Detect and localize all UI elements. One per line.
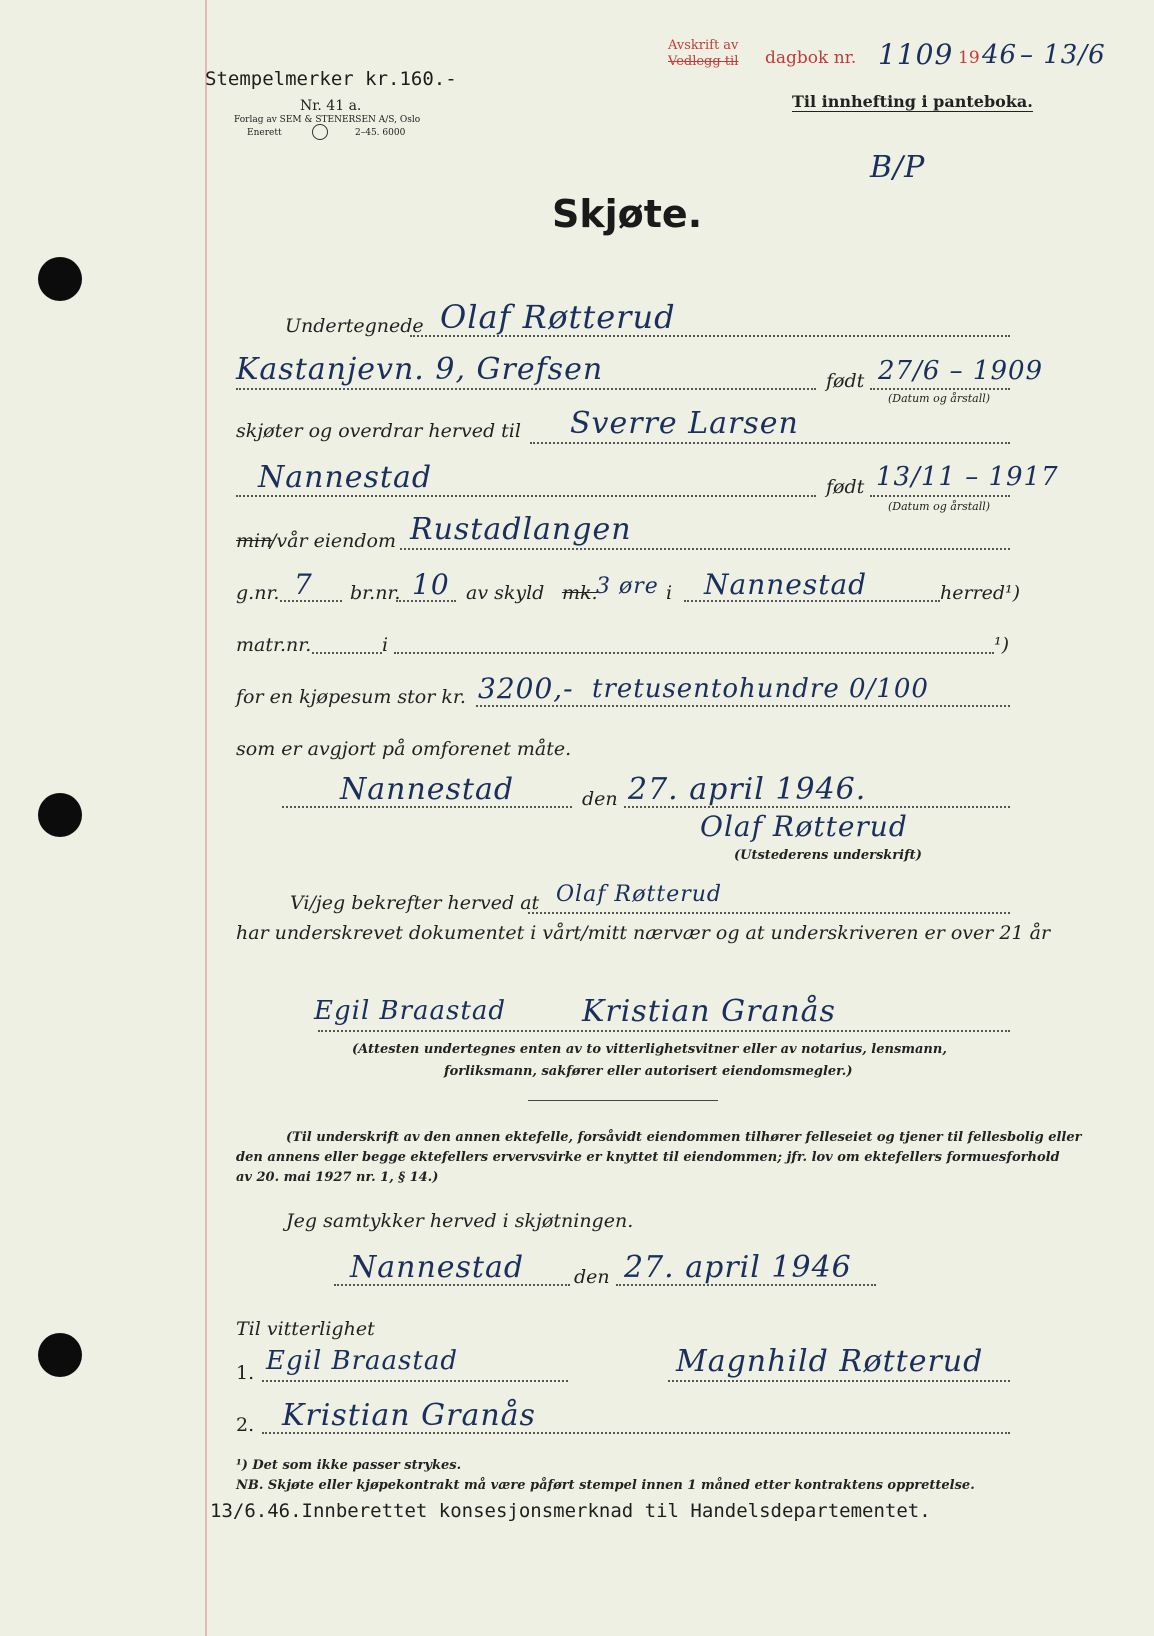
attest-name: Olaf Røtterud (556, 882, 723, 907)
dagbok-label: dagbok nr. (765, 48, 857, 68)
property-name: Rustadlangen (410, 512, 632, 547)
spouse-signature-line (668, 1380, 1010, 1382)
consent-date: 27. april 1946 (624, 1250, 852, 1285)
margin-rule (205, 0, 207, 1636)
witness-line-1 (262, 1380, 568, 1382)
signing-place: Nannestad (340, 772, 515, 807)
dagbok-number: 1109 (878, 38, 954, 71)
price-label: for en kjøpesum stor kr. (236, 686, 466, 708)
form-number: Nr. 41 a. (300, 98, 362, 114)
herred-label: herred¹) (940, 582, 1021, 604)
footnote-1: ¹) Det som ikke passer strykes. (236, 1458, 462, 1473)
skyld-value: 3 øre (596, 574, 659, 599)
dagbok-year-prefix: 19 (958, 48, 980, 68)
attest-witness-2: Kristian Granås (582, 994, 836, 1029)
seller-address: Kastanjevn. 9, Grefsen (236, 352, 604, 387)
matr-line-2 (394, 652, 994, 654)
skyld-i: i (666, 582, 673, 604)
skyld-label: av skyld (466, 582, 545, 604)
seller-name: Olaf Røtterud (440, 298, 676, 336)
seller-born-label: født (826, 370, 865, 392)
seller-address-line (236, 388, 816, 390)
witness-num-2: 2. (236, 1414, 255, 1436)
signing-den: den (582, 788, 618, 810)
buyer-born-hint: (Datum og årstall) (888, 500, 991, 513)
buyer-name: Sverre Larsen (570, 406, 799, 441)
publisher-line: Forlag av SEM & STENERSEN A/S, Oslo (234, 115, 421, 125)
attest-name-line (528, 912, 1010, 914)
attest-witness-line (318, 1030, 1010, 1032)
attest-label: Vi/jeg bekrefter herved at (290, 892, 540, 914)
punch-hole-top (38, 257, 82, 301)
consent-text: Jeg samtykker herved i skjøtningen. (286, 1210, 634, 1232)
signing-date: 27. april 1946. (628, 772, 867, 807)
spouse-note-1: (Til underskrift av den annen ektefelle, forsåvidt eiendommen tilhører felleseiet og tjener til fellesbolig eller (286, 1130, 1082, 1145)
divider (528, 1100, 718, 1101)
consent-place: Nannestad (350, 1250, 525, 1285)
seller-born-hint: (Datum og årstall) (888, 392, 991, 405)
attest-note-2: forliksmann, sakfører eller autorisert eiendomsmegler.) (444, 1064, 853, 1079)
punch-hole-middle (38, 793, 82, 837)
consent-witness-2: Kristian Granås (282, 1398, 536, 1433)
attest-note-1: (Attesten undertegnes enten av to vitterlighetsvitner eller av notarius, lensmann, (352, 1042, 947, 1057)
punch-hole-bottom (38, 1333, 82, 1377)
brnr-label: br.nr. (350, 582, 401, 604)
buyer-address-line (236, 495, 816, 497)
attest-text: har underskrevet dokumentet i vårt/mitt nærvær og at underskriveren er over 21 år (236, 922, 1051, 944)
spouse-note-2: den annens eller begge ektefellers ervervsvirke er knyttet til eiendommen; jfr. lov om ektefellers formuesforhold (236, 1150, 1060, 1165)
issuer-signature: Olaf Røtterud (700, 810, 908, 843)
publisher-logo (312, 124, 328, 140)
brnr-value: 10 (412, 568, 450, 601)
price-settled: som er avgjort på omforenet måte. (236, 738, 572, 760)
consent-den: den (574, 1266, 610, 1288)
buyer-label: skjøter og overdrar herved til (236, 420, 521, 442)
price-amount: 3200,- (478, 672, 574, 705)
witness-num-1: 1. (236, 1362, 255, 1384)
seller-born-line (870, 388, 1010, 390)
property-label-struck: min (236, 530, 273, 552)
stamp-paper-line: Stempelmerker kr.160.- (205, 68, 457, 90)
property-name-line (400, 548, 1010, 550)
matr-end: ¹) (994, 634, 1010, 656)
property-label: /vår eiendom (270, 530, 397, 552)
skyld-struck: mk. (562, 582, 598, 604)
witness-label: Til vitterlighet (236, 1318, 375, 1340)
panteboka-note: Til innhefting i panteboka. (792, 92, 1033, 111)
consent-witness-1: Egil Braastad (266, 1346, 458, 1376)
buyer-address: Nannestad (258, 460, 433, 495)
price-line (476, 705, 1010, 707)
buyer-born-label: født (826, 476, 865, 498)
herred-value: Nannestad (704, 568, 868, 601)
publisher-code: 2–45. 6000 (355, 128, 406, 138)
matr-line (312, 652, 382, 654)
initials: B/P (870, 150, 926, 185)
attest-witness-1: Egil Braastad (314, 996, 506, 1026)
buyer-born-line (870, 495, 1010, 497)
document-title: Skjøte. (552, 192, 703, 236)
publisher-enerett: Enerett (247, 128, 282, 138)
matr-i: i (382, 634, 389, 656)
vedlegg-label: Vedlegg til (668, 54, 739, 69)
gnr-label: g.nr. (236, 582, 280, 604)
dagbok-year: 46 (982, 40, 1018, 70)
avskrift-label: Avskrift av (668, 38, 739, 53)
spouse-note-3: av 20. mai 1927 nr. 1, § 14.) (236, 1170, 439, 1185)
buyer-born-date: 13/11 – 1917 (876, 462, 1059, 492)
seller-born-date: 27/6 – 1909 (878, 356, 1044, 386)
dagbok-date: – 13/6 (1020, 40, 1106, 70)
issuer-signature-caption: (Utstederens underskrift) (734, 848, 922, 863)
spouse-signature: Magnhild Røtterud (676, 1344, 984, 1379)
typed-note: 13/6.46.Innberettet konsesjonsmerknad til Handelsdepartementet. (210, 1500, 931, 1522)
gnr-value: 7 (294, 568, 313, 601)
seller-label: Undertegnede (285, 315, 424, 337)
matr-label: matr.nr. (236, 634, 312, 656)
footnote-nb: NB. Skjøte eller kjøpekontrakt må være påført stempel innen 1 måned etter kontraktens opprettelse. (236, 1478, 975, 1493)
buyer-name-line (530, 442, 1010, 444)
price-words: tretusentohundre 0/100 (592, 674, 929, 704)
